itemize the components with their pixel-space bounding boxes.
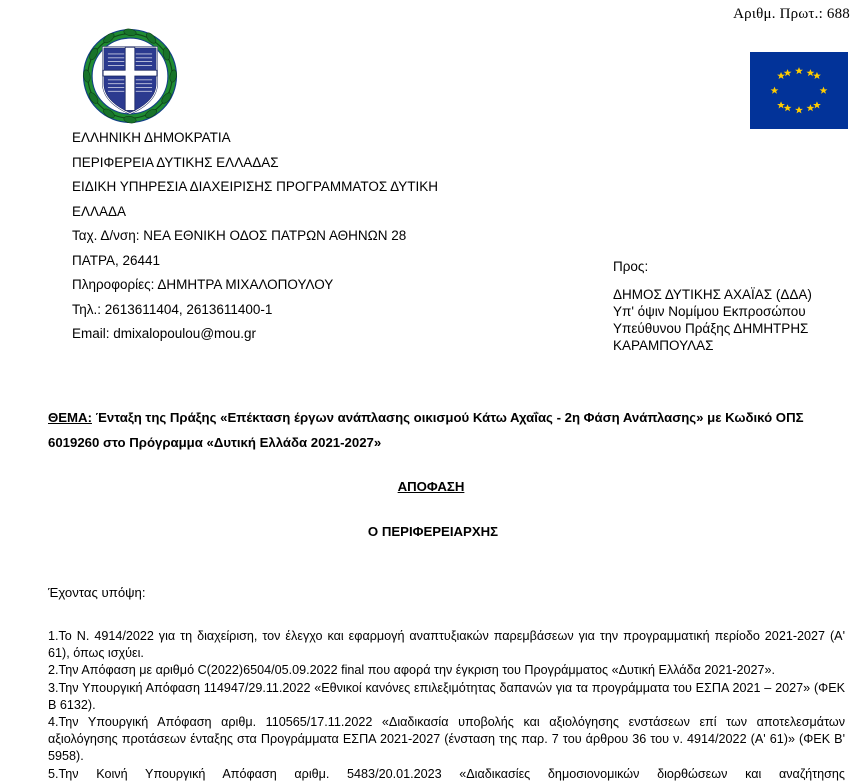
recipient-block (613, 256, 863, 354)
issuer-address-line: Ταχ. Δ/νση: ΝΕΑ ΕΘΝΙΚΗ ΟΔΟΣ ΠΑΤΡΩΝ ΑΘΗΝΩΝ 28 (72, 228, 407, 243)
subject-text: Ένταξη της Πράξης «Επέκταση έργων ανάπλασης οικισμού Κάτω Αχαΐας - 2η Φάση Ανάπλασης» με Κωδικό ΟΠΣ 6019260 στο Πρόγραμμα «Δυτική Ελλάδα 2021-2027» (48, 410, 804, 450)
issuer-line: ΕΙΔΙΚΗ ΥΠΗΡΕΣΙΑ ΔΙΑΧΕΙΡΙΣΗΣ ΠΡΟΓΡΑΜΜΑΤΟΣ ΔΥΤΙΚΗ (72, 179, 438, 194)
shield (103, 47, 157, 113)
consideration-item: 5.Την Κοινή Υπουργική Απόφαση αριθμ. 5483/20.01.2023 «Διαδικασίες δημοσιονομικών διορθώσεων και αναζήτησης (48, 766, 845, 781)
subject-line (48, 405, 843, 455)
european-union-flag (750, 52, 848, 129)
decision-title-text: ΑΠΟΦΑΣΗ (397, 479, 465, 494)
recipient-label: Προς: (613, 259, 649, 274)
issuer-contact-person: Πληροφορίες: ΔΗΜΗΤΡΑ ΜΙΧΑΛΟΠΟΥΛΟΥ (72, 277, 334, 292)
consideration-item: 4.Την Υπουργική Απόφαση αριθμ. 110565/17.11.2022 «Διαδικασία υποβολής και αξιολόγησης ενστάσεων επί των αποτελεσμάτων αξιολόγησης προτάσεων ένταξης στα Προγράμματα ΕΣΠΑ 2021-2027 (ένσταση της παρ. 7 του άρθρου 36 του ν. 4914/2022 (Α' 61)» (ΦΕΚ Β' 5958). (48, 715, 845, 764)
recipient-lines (613, 286, 863, 354)
issuer-email: Email: dmixalopoulou@mou.gr (72, 326, 257, 341)
recipient-line: ΚΑΡΑΜΠΟΥΛΑΣ (613, 338, 714, 353)
recipient-line: Υπεύθυνου Πράξης ΔΗΜΗΤΡΗΣ (613, 321, 809, 336)
consideration-item: 1.Το Ν. 4914/2022 για τη διαχείριση, τον έλεγχο και εφαρμογή αναπτυξιακών παρεμβάσεων για την προγραμματική περίοδο 2021-2027 (Α' 61), όπως ισχύει. (48, 629, 845, 661)
preamble-text: Έχοντας υπόψη: (48, 585, 146, 600)
consideration-item: 3.Την Υπουργική Απόφαση 114947/29.11.2022 «Εθνικοί κανόνες επιλεξιμότητας δαπανών για τα προγράμματα του ΕΣΠΑ 2021 – 2027» (ΦΕΚ Β 6132). (48, 680, 845, 712)
consideration-item: 2.Την Απόφαση με αριθμό C(2022)6504/05.09.2022 final που αφορά την έγκριση του Προγράμματος «Δυτική Ελλάδα 2021-2027». (48, 663, 776, 678)
issuer-city-line: ΠΑΤΡΑ, 26441 (72, 252, 161, 268)
recipient-line: ΔΗΜΟΣ ΔΥΤΙΚΗΣ ΑΧΑΪΑΣ (ΔΔΑ) (613, 287, 812, 302)
issuer-line: ΕΛΛΑΔΑ (72, 203, 127, 219)
issuer-block (72, 126, 542, 347)
subject-label: ΘΕΜΑ: (48, 410, 92, 425)
protocol-number: Αριθμ. Πρωτ.: 688 (733, 6, 850, 22)
issuer-phone: Τηλ.: 2613611404, 2613611400-1 (72, 301, 273, 317)
considerations-list (48, 628, 845, 783)
greek-coat-of-arms (82, 28, 178, 124)
issuer-line: ΠΕΡΙΦΕΡΕΙΑ ΔΥΤΙΚΗΣ ΕΛΛΑΔΑΣ (72, 154, 279, 170)
decision-title (0, 479, 866, 494)
decision-subtitle: Ο ΠΕΡΙΦΕΡΕΙΑΡΧΗΣ (367, 524, 499, 539)
recipient-line: Υπ' όψιν Νομίμου Εκπροσώπου (613, 304, 806, 319)
issuer-line: ΕΛΛΗΝΙΚΗ ΔΗΜΟΚΡΑΤΙΑ (72, 130, 231, 145)
